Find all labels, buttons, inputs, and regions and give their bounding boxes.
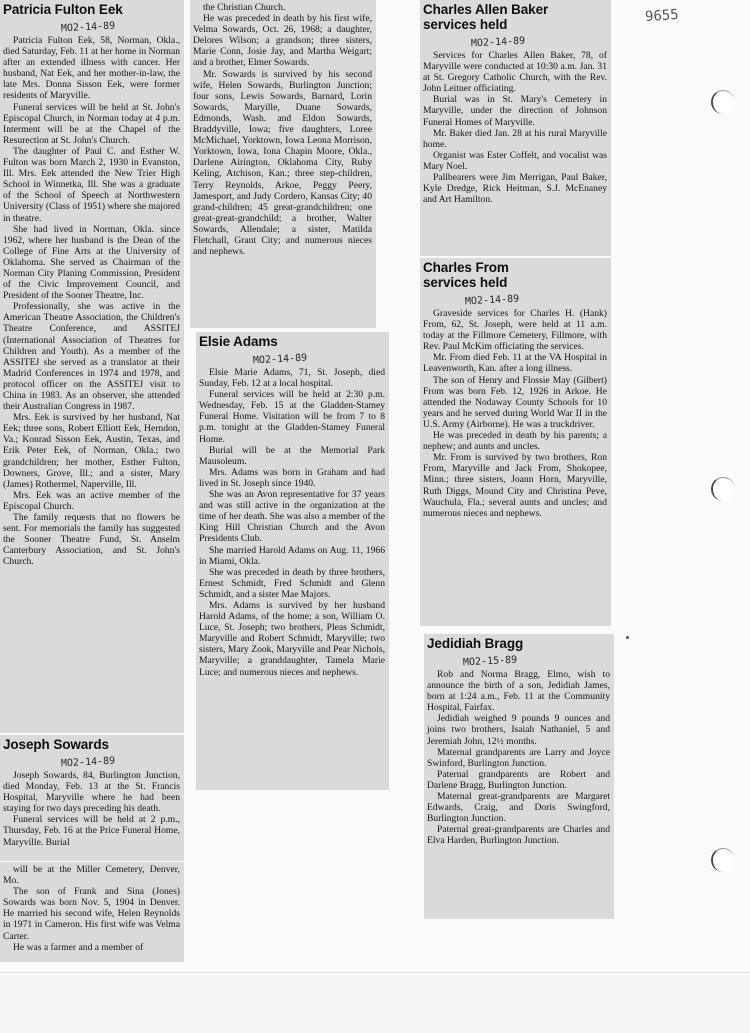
clipping-text — [3, 770, 180, 848]
paragraph: He was a farmer and a member of — [13, 941, 144, 953]
clipping-text — [193, 2, 372, 257]
paragraph: Mr. Baker died Jan. 28 at his rural Maryville home. — [423, 127, 607, 150]
paragraph: Mr. Sowards is survived by his second wife, Helen Sowards, Burlington Junction; four sons, Lewis Sowards, Barnard, Lorin Sowards, Maryille, Duane Sowards, Edmonds, Wash. and Eldon Sowards, Braddyville, Iowa; five daughters, Loree McMichael, Yorktown, Iowa Leona Morrison, Yorktown, Iowa, Iona Chapin Moore, Okla., Darlene Airington, Oklahoma City, Ruby Keling, Atchison, Kan.; three step-children, Terry Reynolds, Arkoe, Peggy Peery, Jamesport, and Judy Cordero, Kansas City; 40 grand-children; 45 great-grandchildren; one great-great-grandchild; a brother, Walter Sowards, Allendale; a sister, Matilda Fletchall, Grant City; and numerous nieces and nephews. — [193, 68, 372, 258]
date-note: MO2-15-89 — [462, 654, 518, 669]
paragraph: Paternal great-grandparents are Charles and Elva Harden, Burlington Junction. — [427, 824, 610, 847]
headline: Patricia Fulton Eek — [3, 2, 123, 17]
paragraph: Mrs. Adams is survived by her husband Harold Adams, of the home; a son, William O. Luce, St. Joseph; two brothers, Pleas Schmidt, Maryville and Robert Schmidt, Maryville; two sisters, Mary Zook, Maryville and Pear Nichols, Maryville; a granddaughter, Tamela Marie Luce; and numerous nieces and nephews. — [199, 599, 385, 678]
page-edge — [0, 972, 750, 973]
paragraph: Organist was Ester Coffelt, and vocalist was Mary Noel. — [423, 149, 607, 172]
headline: Charles Allen Baker services held — [423, 2, 549, 32]
clipping-eek — [0, 0, 184, 733]
clipping-text — [3, 864, 180, 953]
paragraph: The son of Frank and Sina (Jones) Sowards was born Nov. 5, 1904 in Denver. He married his second wife, Helen Reynolds in 1971 in Cameron. His first wife was Velma Carter. — [3, 886, 180, 942]
paragraph: Mr. From died Feb. 11 at the VA Hospital in Leavenworth, Kan. after a long illness. — [423, 352, 607, 375]
punch-hole — [711, 477, 735, 501]
clipping-charles-from — [420, 258, 611, 626]
paragraph: Jedidiah weighed 9 pounds 9 ounces and joins two brothers, Isaiah Nathaniel, 5 and Jeremiah John, 12½ months. — [427, 713, 610, 747]
paragraph: Paternal grandparents are Robert and Darlene Bragg, Burlington Junction. — [427, 768, 610, 791]
clipping-charles-allen-baker — [420, 0, 611, 256]
paragraph: Burial was in St. Mary's Cemetery in Maryville, under the direction of Johnson Funeral Homes of Maryville. — [423, 94, 607, 128]
paragraph: The son of Henry and Flossie May (Gilbert) From was born Feb. 12, 1926 in Arkoe. He attended the Nodaway County Schools for 10 years and he served during World War II in the U.S. Army (Airborne). He was a truckdriver. — [423, 374, 607, 430]
date-note: MO2-14-89 — [252, 352, 308, 367]
date-note: MO2-14-89 — [464, 293, 520, 308]
paragraph: She had lived in Norman, Okla. since 1962, where her husband is the Dean of the College of Fine Arts at the University of Oklahoma. She served as Chairman of the Norman City Planing Commission, President of the Civic Improvement Council, and President of the Sooner Theatre, Inc. — [3, 223, 180, 302]
headline: Joseph Sowards — [3, 737, 109, 752]
paragraph: Professionally, she was active in the American Theatre Association, the Children's Theatre Conference, and ASSITEJ (International Association of Theatres for Children and Youth). As a member of the ASSITEJ she served as a translator at their Madrid Conferences in 1974 and 1978, and protocol officer on the ASSITEJ visit to China in 1983. As an observer, she attended their Australian Congress in 1987. — [3, 301, 180, 413]
clipping-jedidiah-bragg — [424, 634, 614, 919]
paragraph: Mrs. Adams was born in Graham and had lived in St. Joseph since 1940. — [199, 466, 385, 489]
page-number: 9655 — [644, 6, 680, 26]
clipping-text — [3, 35, 180, 568]
paragraph: She was an Avon representative for 37 years and was still active in the organization at the time of her death. She was also a member of the King Hill Christian Church and the Avon Presidents Club. — [199, 489, 385, 545]
paragraph: the Christian Church. — [203, 2, 286, 13]
paragraph: She married Harold Adams on Aug. 11, 1966 in Miami, Okla. — [199, 544, 385, 567]
paragraph: She was preceded in death by three brothers, Ernest Schmidt, Fred Schmidt and Glenn Schmidt, and a sister Mae Majors. — [199, 566, 385, 600]
headline: Charles From services held — [423, 260, 509, 290]
paragraph: The family requests that no flowers be sent. For memorials the family has suggested the Sooner Theatre Fund, St. Anselm Canterbury Association, and St. John's Church. — [3, 512, 180, 568]
paragraph: Joseph Sowards, 84, Burlington Junction, died Monday, Feb. 13 at the St. Francis Hospital, Maryville where he had been staying for two days preceding his death. — [3, 770, 180, 815]
paragraph: Burial will be at the Memorial Park Mausoleum. — [199, 444, 385, 467]
paragraph: Maternal grandparents are Larry and Joyce Swinford, Burlington Junction. — [427, 746, 610, 769]
clipping-text — [199, 367, 385, 678]
clipping-text — [423, 50, 607, 205]
clipping-elsie-adams — [196, 332, 389, 790]
clipping-joseph-sowards — [0, 735, 184, 861]
clipping-joseph-sowards-column-2 — [190, 0, 376, 328]
paragraph: The daughter of Paul C. and Esther W. Fulton was born March 2, 1930 in Evanston, Ill. Mrs. Eek attended the New Trier High School in Winnetka, Ill. She was a graduate of the School of Speech at Northwestern University (Class of 1951) where she majored in theatre. — [3, 145, 180, 224]
paragraph: He was preceded in death by his first wife, Velma Sowards, Oct. 26, 1968; a daughter, Delores Wilson; a grandson; three sisters, Marie Conn, Josie Jay, and Martha Weigart; and a brother, Elmer Sowards. — [193, 13, 372, 69]
paragraph: will be at the Miller Cemetery, Denver, Mo. — [3, 864, 180, 887]
paragraph: Funeral services will be held at 2:30 p.m. Wednesday, Feb. 15 at the Gladden-Stamey Funeral Home. Visitation will be from 7 to 8 p.m. tonight at the Gladden-Stamey Funeral Home. — [199, 389, 385, 445]
clipping-joseph-sowards-continued — [0, 862, 184, 962]
paragraph: Rob and Norma Bragg, Elmo, wish to announce the birth of a son, Jedidiah James, born at 1:24 a.m., Feb. 11 at the Community Hospital, Fairfax. — [427, 669, 610, 714]
paragraph: Graveside services for Charles H. (Hank) From, 62, St. Joseph, were held at 11 a.m. today at the Fillmore Cemetery, Fillmore, with Rev. Paul McKim officiating the services. — [423, 308, 607, 353]
paragraph: Funeral services will be held at St. John's Episcopal Church, in Norman today at 4 p.m. Interment will be at the Chapel of the Resurection at St. John's Church. — [3, 101, 180, 146]
paragraph: Services for Charles Allen Baker, 78, of Maryville were conducted at 10:30 a.m. Jan. 31 at St. Gregory Catholic Church, with the Rev. John Leitner officiating. — [423, 50, 607, 95]
punch-hole — [711, 90, 735, 114]
clipping-text — [427, 669, 610, 847]
headline: Elsie Adams — [199, 334, 278, 349]
punch-hole — [711, 848, 735, 872]
paragraph: Mrs. Eek was an active member of the Episcopal Church. — [3, 489, 180, 512]
headline: Jedidiah Bragg — [427, 636, 524, 651]
paragraph: He was preceded in death by his parents; a nephew; and aunts and uncles. — [423, 430, 607, 453]
scan-speck — [626, 636, 629, 639]
date-note: MO2-14-89 — [60, 755, 116, 770]
paragraph: Mr. From is survived by two brothers, Ron From, Maryville and Jack From, Shokopee, Minn.; three sisters, Joann Horn, Maryville, Ruth Diggs, Mound City and Christina Peve, Wauchula, Fla.; several aunts and uncles; and numerous nieces and nephews. — [423, 452, 607, 519]
paragraph: Maternal great-grandparents are Margaret Edwards, Craig, and Doris Swingford, Burlington Junction. — [427, 791, 610, 825]
paragraph: Pallbearers were Jim Merrigan, Paul Baker, Kyle Dredge, Rick Heitman, S.J. McEnaney and Art Hamilton. — [423, 172, 607, 206]
paragraph: Mrs. Eek is survived by her husband, Nat Eek; three sons, Robert Elliott Eek, Herndon, Va.; Konrad Sisson Eek, Austin, Texas, and Erik Peter Eek, of Norman, Okla.; two grandchildren; her mother, Esther Fulton, Downers, Grove, Ill.; and a sister, Mary (James) Rothermel, Naperville, Ill. — [3, 412, 180, 490]
paragraph: Patricia Fulton Eek, 58, Norman, Okla., died Saturday, Feb. 11 at her home in Norman after an extended illness with cancer. Her husband, Nat Eek, and her mother-in-law, the late Mrs. Donna Sisson Eek, were former residents of Maryville. — [3, 35, 180, 102]
paragraph: Funeral services will be held at 2 p.m., Thursday, Feb. 16 at the Price Funeral Home, Maryville. Burial — [3, 814, 180, 848]
clipping-text — [423, 308, 607, 519]
date-note: MO2-14-89 — [60, 20, 116, 35]
paragraph: Elsie Marie Adams, 71, St. Joseph, died Sunday, Feb. 12 at a local hospital. — [199, 367, 385, 390]
date-note: MO2-14-89 — [470, 35, 526, 50]
